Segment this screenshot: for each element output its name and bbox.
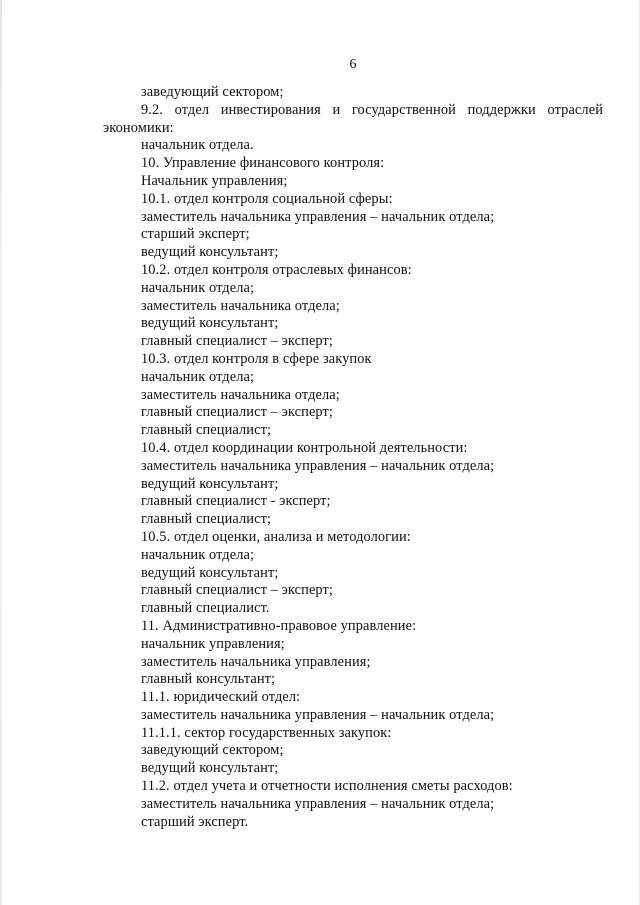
text-line: экономики:	[103, 119, 174, 136]
scan-edge-left	[0, 0, 2, 905]
text-line: главный специалист – эксперт;	[141, 582, 334, 599]
text-line: ведущий консультант;	[141, 564, 279, 581]
text-line: заместитель начальника управления – начальник отдела;	[141, 706, 495, 723]
text-line: начальник управления;	[141, 635, 285, 652]
text-line: начальник отдела;	[141, 279, 255, 296]
text-line: главный специалист - эксперт;	[141, 493, 331, 510]
text-line: Начальник управления;	[141, 172, 288, 189]
subsection-heading: 10.5. отдел оценки, анализа и методологии:	[141, 528, 411, 545]
text-line: заместитель начальника управления – начальник отдела;	[141, 457, 495, 474]
section-heading: 11. Административно-правовое управление:	[141, 617, 417, 634]
subsection-heading: 10.2. отдел контроля отраслевых финансов:	[141, 261, 412, 278]
document-body	[103, 84, 603, 831]
section-heading: 10. Управление финансового контроля:	[141, 155, 385, 172]
subsection-heading: 10.3. отдел контроля в сфере закупок	[141, 350, 372, 367]
text-line: ведущий консультант;	[141, 475, 279, 492]
text-line: главный специалист – эксперт;	[141, 404, 334, 421]
text-line: заместитель начальника управления;	[141, 653, 371, 670]
text-line: старший эксперт.	[141, 813, 249, 830]
text-line: старший эксперт;	[141, 226, 250, 243]
text-line: главный консультант;	[141, 671, 276, 688]
text-line: 9.2. отдел инвестирования и государственной поддержки отраслей	[141, 101, 603, 118]
text-line: заместитель начальника отдела;	[141, 297, 340, 314]
text-line: главный специалист;	[141, 422, 272, 439]
text-line: заместитель начальника управления – начальник отдела;	[141, 208, 495, 225]
subsection-heading: 11.1.1. сектор государственных закупок:	[141, 724, 392, 741]
text-line: ведущий консультант;	[141, 244, 279, 261]
text-line: начальник отдела;	[141, 368, 255, 385]
text-line: заведующий сектором;	[141, 742, 284, 759]
subsection-heading: 11.1. юридический отдел:	[141, 689, 301, 706]
text-line: главный специалист;	[141, 511, 272, 528]
subsection-heading: 10.4. отдел координации контрольной деятельности:	[141, 439, 468, 456]
text-line: главный специалист – эксперт;	[141, 333, 334, 350]
text-line: заместитель начальника отдела;	[141, 386, 340, 403]
text-line: заместитель начальника управления – начальник отдела;	[141, 795, 495, 812]
text-line: заведующий сектором;	[141, 84, 284, 100]
text-line: главный специалист.	[141, 600, 270, 617]
page-number: 6	[349, 57, 357, 72]
text-line: ведущий консультант;	[141, 760, 279, 777]
subsection-heading: 10.1. отдел контроля социальной сферы:	[141, 190, 393, 207]
text-line: ведущий консультант;	[141, 315, 279, 332]
text-line: начальник отдела.	[141, 137, 254, 154]
text-line: начальник отдела;	[141, 546, 255, 563]
subsection-heading: 11.2. отдел учета и отчетности исполнения сметы расходов:	[141, 778, 513, 795]
